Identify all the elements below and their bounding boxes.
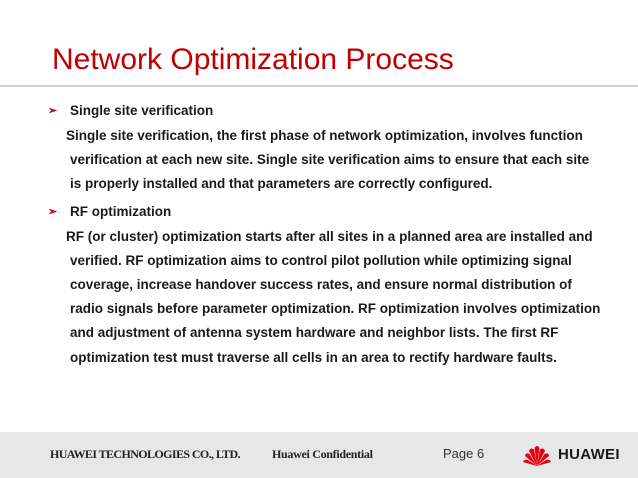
footer-bar: [0, 432, 638, 478]
bullet-paragraph: Single site verification, the first phase of network optimization, involves function verification at each new site. Single site verification aims to ensure that each site is properly installed and that parameters are correctly configured.: [66, 128, 590, 192]
huawei-flower-icon: [522, 442, 552, 468]
slide-content: [48, 98, 608, 372]
bullet-paragraph: RF (or cluster) optimization starts after all sites in a planned area are installed and verified. RF optimization aims to control pilot pollution while optimizing signal coverage, increase handover success rates, and ensure normal distribution of radio signals before parameter optimization. RF optimization involves optimization and adjustment of antenna system hardware and neighbor lists. The first RF optimization test must traverse all cells in an area to rectify hardware faults.: [66, 228, 601, 365]
bullet-heading-text: Single site verification: [70, 103, 214, 118]
bullet-heading-text: RF optimization: [70, 203, 172, 219]
bullet-heading-1: [48, 98, 608, 124]
footer-confidential: Huawei Confidential: [272, 447, 373, 461]
title-divider: [0, 85, 638, 87]
bullet-heading-2: [48, 199, 608, 225]
footer-company: HUAWEI TECHNOLOGIES CO., LTD.: [50, 447, 240, 461]
huawei-logo: [522, 442, 632, 468]
arrow-bullet-icon: ➢: [48, 205, 58, 218]
logo-wordmark: HUAWEI: [558, 446, 620, 463]
slide-title: Network Optimization Process: [52, 43, 454, 76]
arrow-bullet-icon: ➢: [48, 105, 58, 117]
page-number: Page 6: [443, 446, 485, 461]
